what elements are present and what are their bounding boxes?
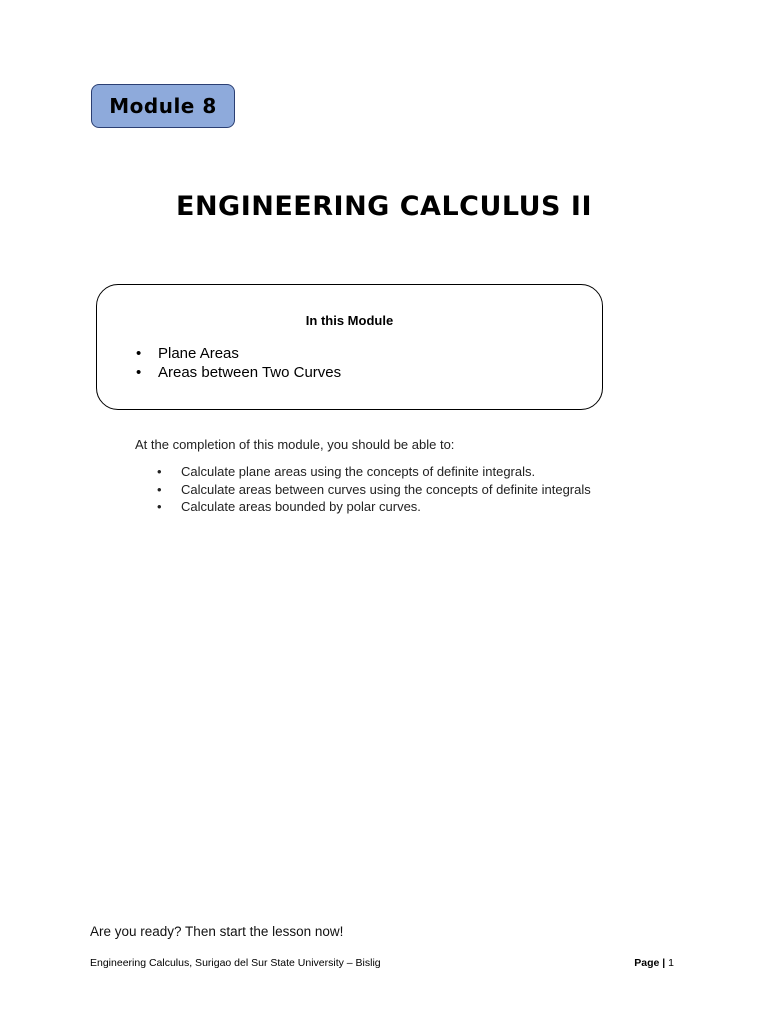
topic-item: • Plane Areas [133,344,341,363]
module-badge: Module 8 [91,84,235,128]
topic-list [133,344,341,382]
module-contents-box [96,284,603,410]
objective-item: • Calculate areas bounded by polar curves. [155,498,591,516]
topic-item: • Areas between Two Curves [133,363,341,382]
module-contents-heading: In this Module [305,313,394,328]
objectives-intro: At the completion of this module, you should be able to: [135,437,455,452]
ready-prompt: Are you ready? Then start the lesson now! [90,924,344,939]
footer-course-text: Engineering Calculus, Surigao del Sur State University – Bislig [90,957,381,969]
objective-item: • Calculate areas between curves using the concepts of definite integrals [155,481,591,499]
footer-page-indicator [634,957,674,969]
page-title: ENGINEERING CALCULUS II [176,191,592,222]
objective-list [155,463,591,516]
objective-item: • Calculate plane areas using the concepts of definite integrals. [155,463,591,481]
footer-page-label: Page | [634,957,669,969]
footer-page-number: 1 [668,957,674,969]
